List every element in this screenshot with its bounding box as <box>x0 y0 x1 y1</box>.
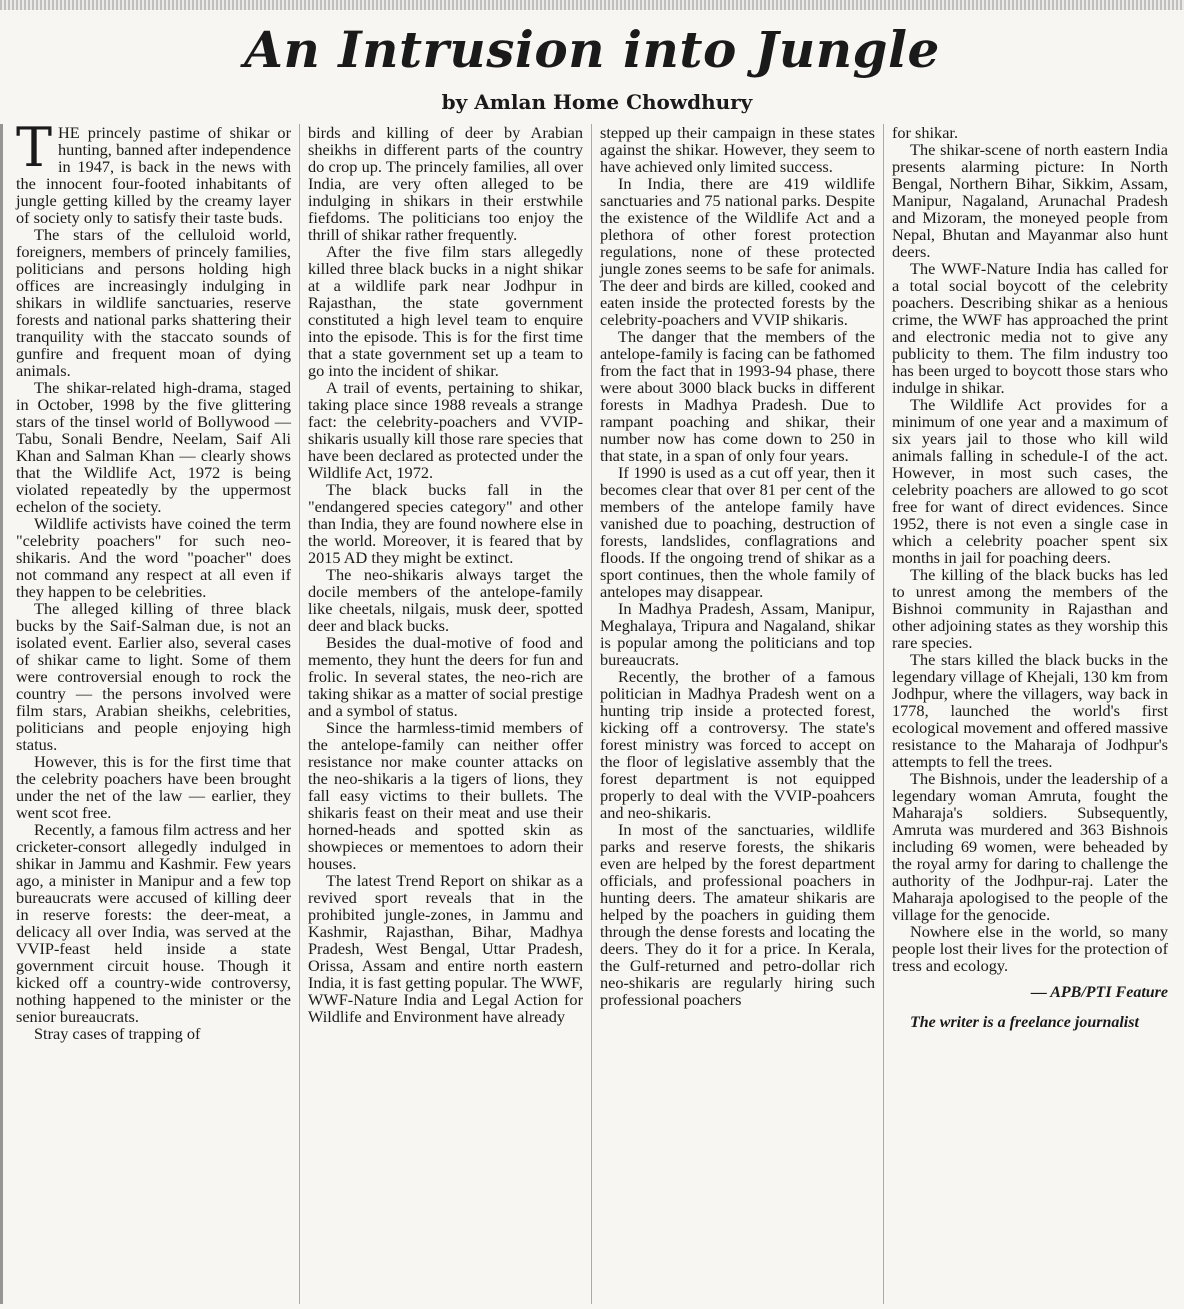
feature-credit: — APB/PTI Feature <box>1030 984 1168 1001</box>
article-paragraph: The latest Trend Report on shikar as a revived sport reveals that in the prohibited jungle-zones, in Jammu and Kashmir, Rajasthan, Bihar, Madhya Pradesh, West Bengal, Uttar Pradesh, Orissa, Assam and entire north eastern India, it is fast getting popular. The WWF, WWF-Nature India and Legal Action for Wildlife and Environment have already <box>308 871 583 1026</box>
article-paragraph: Recently, the brother of a famous politician in Madhya Pradesh went on a hunting trip inside a protected forest, kicking off a controversy. The state's forest ministry was forced to accept on the floor of legislative assembly that the forest department is not equipped properly to deal with the VVIP-poahcers and neo-shikaris. <box>600 667 875 822</box>
article-paragraph: Besides the dual-motive of food and memento, they hunt the deers for fun and frolic. In several states, the neo-rich are taking shikar as a matter of social prestige and a symbol of status. <box>308 633 583 720</box>
article-paragraph: The black bucks fall in the "endangered species category" and other than India, they are found nowhere else in the world. Moreover, it is feared that by 2015 AD they might be extinct. <box>308 480 583 567</box>
article-paragraph: A trail of events, pertaining to shikar, taking place since 1988 reveals a strange fact: the celebrity-poachers and VVIP-shikaris usually kill those rare species that have been declared as protected under the Wildlife Act, 1972. <box>308 378 583 482</box>
article-paragraph: The danger that the members of the antelope-family is facing can be fathomed from the fact that in 1993-94 phase, there were about 3000 black bucks in different forests in Madhya Pradesh. Due to rampant poaching and shikar, their number now has come down to 250 in that state, in a span of only four years. <box>600 327 875 465</box>
article-paragraph: Wildlife activists have coined the term "celebrity poachers" for such neo-shikaris. And the word "poacher" does not command any respect at all even if they happen to be celebrities. <box>16 514 291 601</box>
article-paragraph: In India, there are 419 wildlife sanctuaries and 75 national parks. Despite the existence of the Wildlife Act and a plethora of other forest protection regulations, none of these protected jungle zones seems to be safe for animals. The deer and birds are killed, cooked and eaten inside the protected forests by the celebrity-poachers and VVIP shikaris. <box>600 174 875 329</box>
article-byline: by Amlan Home Chowdhury <box>441 90 753 114</box>
page-left-edge <box>0 124 3 1304</box>
article-paragraph: In Madhya Pradesh, Assam, Manipur, Meghalaya, Tripura and Nagaland, shikar is popular among the politicians and top bureaucrats. <box>600 599 875 669</box>
article-paragraph: Stray cases of trapping of <box>34 1024 201 1043</box>
article-paragraph: However, this is for the first time that the celebrity poachers have been brought under the net of the law — earlier, they went scot free. <box>16 752 291 822</box>
article-paragraph: In most of the sanctuaries, wildlife parks and reserve forests, the shikaris even are helped by the forest department officials, and professional poachers in hunting deers. The amateur shikaris are helped by the poachers in guiding them through the dense forests and locating the deers. They do it for a price. In Kerala, the Gulf-returned and petro-dollar rich neo-shikaris are regularly hiring such professional poachers <box>600 820 875 1009</box>
article-paragraph: If 1990 is used as a cut off year, then it becomes clear that over 81 per cent of the members of the antelope family have vanished due to poaching, destruction of forests, landslides, conflagrations and floods. If the ongoing trend of shikar as a sport continues, then the whole family of antelopes may disappear. <box>600 463 875 601</box>
article-paragraph: for shikar. <box>892 124 959 142</box>
article-paragraph: Recently, a famous film actress and her cricketer-consort allegedly indulged in shikar in Jammu and Kashmir. Few years ago, a minister in Manipur and a few top bureaucrats were accused of killing deer in reserve forests: the deer-meat, a delicacy all over India, was served at the VVIP-feast held inside a state government circuit house. Though it kicked off a country-wide controversy, nothing happened to the minister or the senior bureaucrats. <box>16 820 291 1026</box>
article-paragraph: The killing of the black bucks has led to unrest among the members of the Bishnoi community in Rajasthan and other adjoining states as they worship this rare species. <box>892 565 1168 652</box>
article-column-3 <box>594 124 884 1304</box>
article-paragraph: birds and killing of deer by Arabian sheikhs in different parts of the country do crop up. The princely families, all over India, are very often alleged to be indulging in shikars in their erstwhile fiefdoms. The politicians too enjoy the thrill of shikar rather frequently. <box>308 124 583 244</box>
article-column-2 <box>302 124 592 1304</box>
article-paragraph: The Wildlife Act provides for a minimum of one year and a maximum of six years jail to those who kill wild animals falling in schedule-I of the act. However, in most such cases, the celebrity poachers are allowed to go scot free for want of direct evidences. Since 1952, there is not even a single case in which a celebrity poacher spent six months in jail for poaching deers. <box>892 395 1168 567</box>
article-paragraph: The WWF-Nature India has called for a total social boycott of the celebrity poachers. Describing shikar as a henious crime, the WWF has approached the print and electronic media not to give any publicity to them. The film industry too has been urged to boycott those stars who indulge in shikar. <box>892 259 1168 397</box>
article-paragraph: After the five film stars allegedly killed three black bucks in a night shikar at a wildlife park near Jodhpur in Rajasthan, the state government constituted a high level team to enquire into the episode. This is for the first time that a state government set up a team to go into the incident of shikar. <box>308 242 583 380</box>
article-paragraph: The Bishnois, under the leadership of a legendary woman Amruta, fought the Maharaja's soldiers. Subsequently, Amruta was murdered and 363 Bishnois including 69 women, were beheaded by the royal army for daring to challenge the authority of the Jodhpur-raj. Later the Maharaja apologised to the people of the village for the genocide. <box>892 769 1168 924</box>
article-paragraph: HE princely pastime of shikar or hunting, banned after independence in 1947, is back in the news with the innocent four-footed inhabitants of jungle getting killed by the creamy layer of society only to satisfy their taste buds. <box>16 124 291 227</box>
article-headline: An Intrusion into Jungle <box>244 20 940 79</box>
article-paragraph: The shikar-scene of north eastern India presents alarming picture: In North Bengal, Northern Bihar, Sikkim, Assam, Manipur, Nagaland, Arunachal Pradesh and Mizoram, the moneyed people from Nepal, Bhutan and Mayanmar also hunt deers. <box>892 140 1168 261</box>
article-column-4 <box>886 124 1176 1304</box>
article-columns <box>10 124 1176 1304</box>
article-paragraph: Since the harmless-timid members of the antelope-family can neither offer resistance nor make counter attacks on the neo-shikaris a la tigers of lions, they fall easy victims to their bullets. The shikaris feast on their meat and use their horned-heads and spotted skin as showpieces or mementoes to adorn their houses. <box>308 718 583 873</box>
article-paragraph: The stars killed the black bucks in the legendary village of Khejali, 130 km from Jodhpur, where the villagers, way back in 1778, launched the world's first ecological movement and offered massive resistance to the Maharaja of Jodhpur's attempts to fell the trees. <box>892 650 1168 771</box>
article-paragraph: The alleged killing of three black bucks by the Saif-Salman due, is not an isolated event. Earlier also, several cases of shikar came to light. Some of them were controversial enough to rock the country — the persons involved were film stars, Arabian sheikhs, celebrities, politicians and people enjoying high status. <box>16 599 291 754</box>
writer-note: The writer is a freelance journalist <box>910 1014 1139 1031</box>
article-paragraph: The neo-shikaris always target the docile members of the antelope-family like cheetals, nilgais, musk deer, spotted deer and black bucks. <box>308 565 583 635</box>
article-column-1 <box>10 124 300 1304</box>
article-paragraph: The stars of the celluloid world, foreigners, members of princely families, politicians and persons holding high offices are increasingly indulging in shikars in wildlife sanctuaries, reserve forests and national parks shattering their tranquility with the staccato sounds of gunfire and frequent moan of dying animals. <box>16 225 291 380</box>
article-paragraph: Nowhere else in the world, so many people lost their lives for the protection of tress and ecology. <box>892 922 1168 975</box>
drop-cap: T <box>16 124 53 179</box>
article-paragraph: The shikar-related high-drama, staged in October, 1998 by the five glittering stars of the tinsel world of Bollywood — Tabu, Sonali Bendre, Neelam, Saif Ali Khan and Salman Khan — clearly shows that the Wildlife Act, 1972 is being violated repeatedly by the uppermost echelon of the society. <box>16 378 291 516</box>
page-top-border <box>0 0 1184 10</box>
article-paragraph: stepped up their campaign in these states against the shikar. However, they seem to have achieved only limited success. <box>600 124 875 176</box>
